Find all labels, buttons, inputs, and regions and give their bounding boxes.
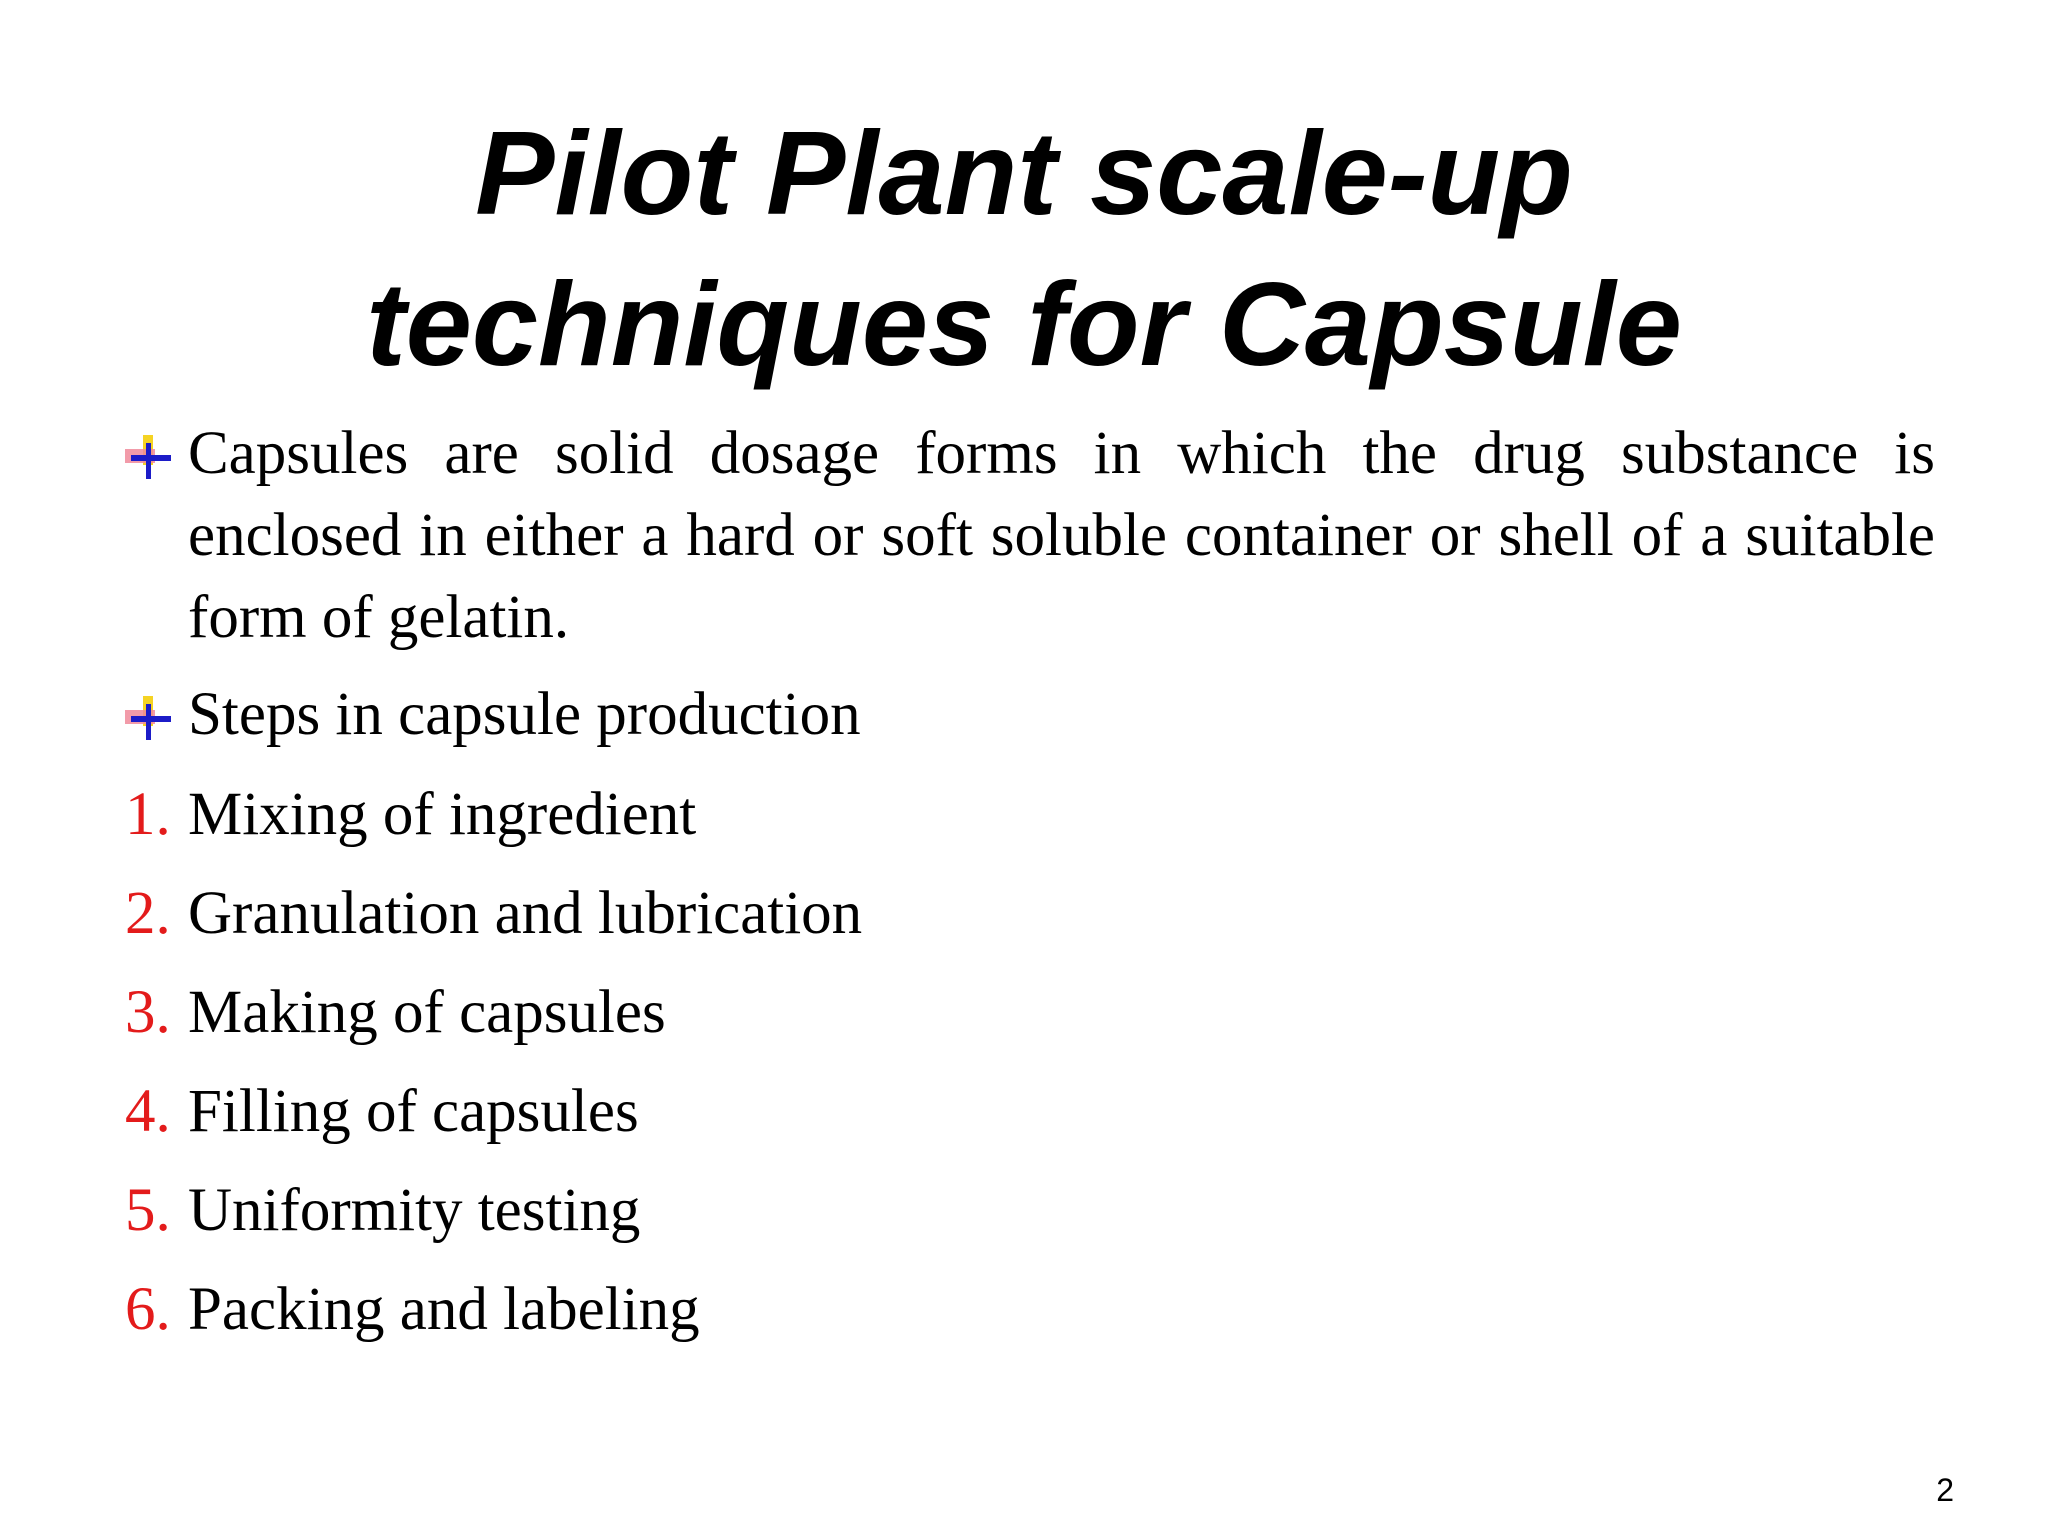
step-label: Filling of capsules [188, 1078, 639, 1145]
bullet-item [125, 674, 1935, 756]
step-label: Packing and labeling [188, 1276, 700, 1343]
step-number: 5. [125, 1177, 171, 1244]
step-label: Uniformity testing [188, 1177, 641, 1244]
step-number: 4. [125, 1078, 171, 1145]
bullet-text: Capsules are solid dosage forms in which the drug substance is enclosed in either a hard or soft soluble container or shell of a suitable form of gelatin. [188, 420, 1935, 651]
step-label: Making of capsules [188, 979, 666, 1046]
step-number: 6. [125, 1276, 171, 1343]
plus-bullet-icon [125, 696, 171, 742]
step-label: Mixing of ingredient [188, 781, 697, 848]
page-number: 2 [1936, 1472, 1954, 1508]
step-label: Granulation and lubrication [188, 880, 863, 947]
title-line-2: techniques for Capsule [366, 258, 1682, 391]
step-number: 2. [125, 880, 171, 947]
bullet-item [125, 413, 1935, 659]
title-line-1: Pilot Plant scale-up [475, 107, 1573, 240]
plus-bullet-icon [125, 435, 171, 481]
bullet-text: Steps in capsule production [188, 681, 861, 748]
step-number: 3. [125, 979, 171, 1046]
step-number: 1. [125, 781, 171, 848]
